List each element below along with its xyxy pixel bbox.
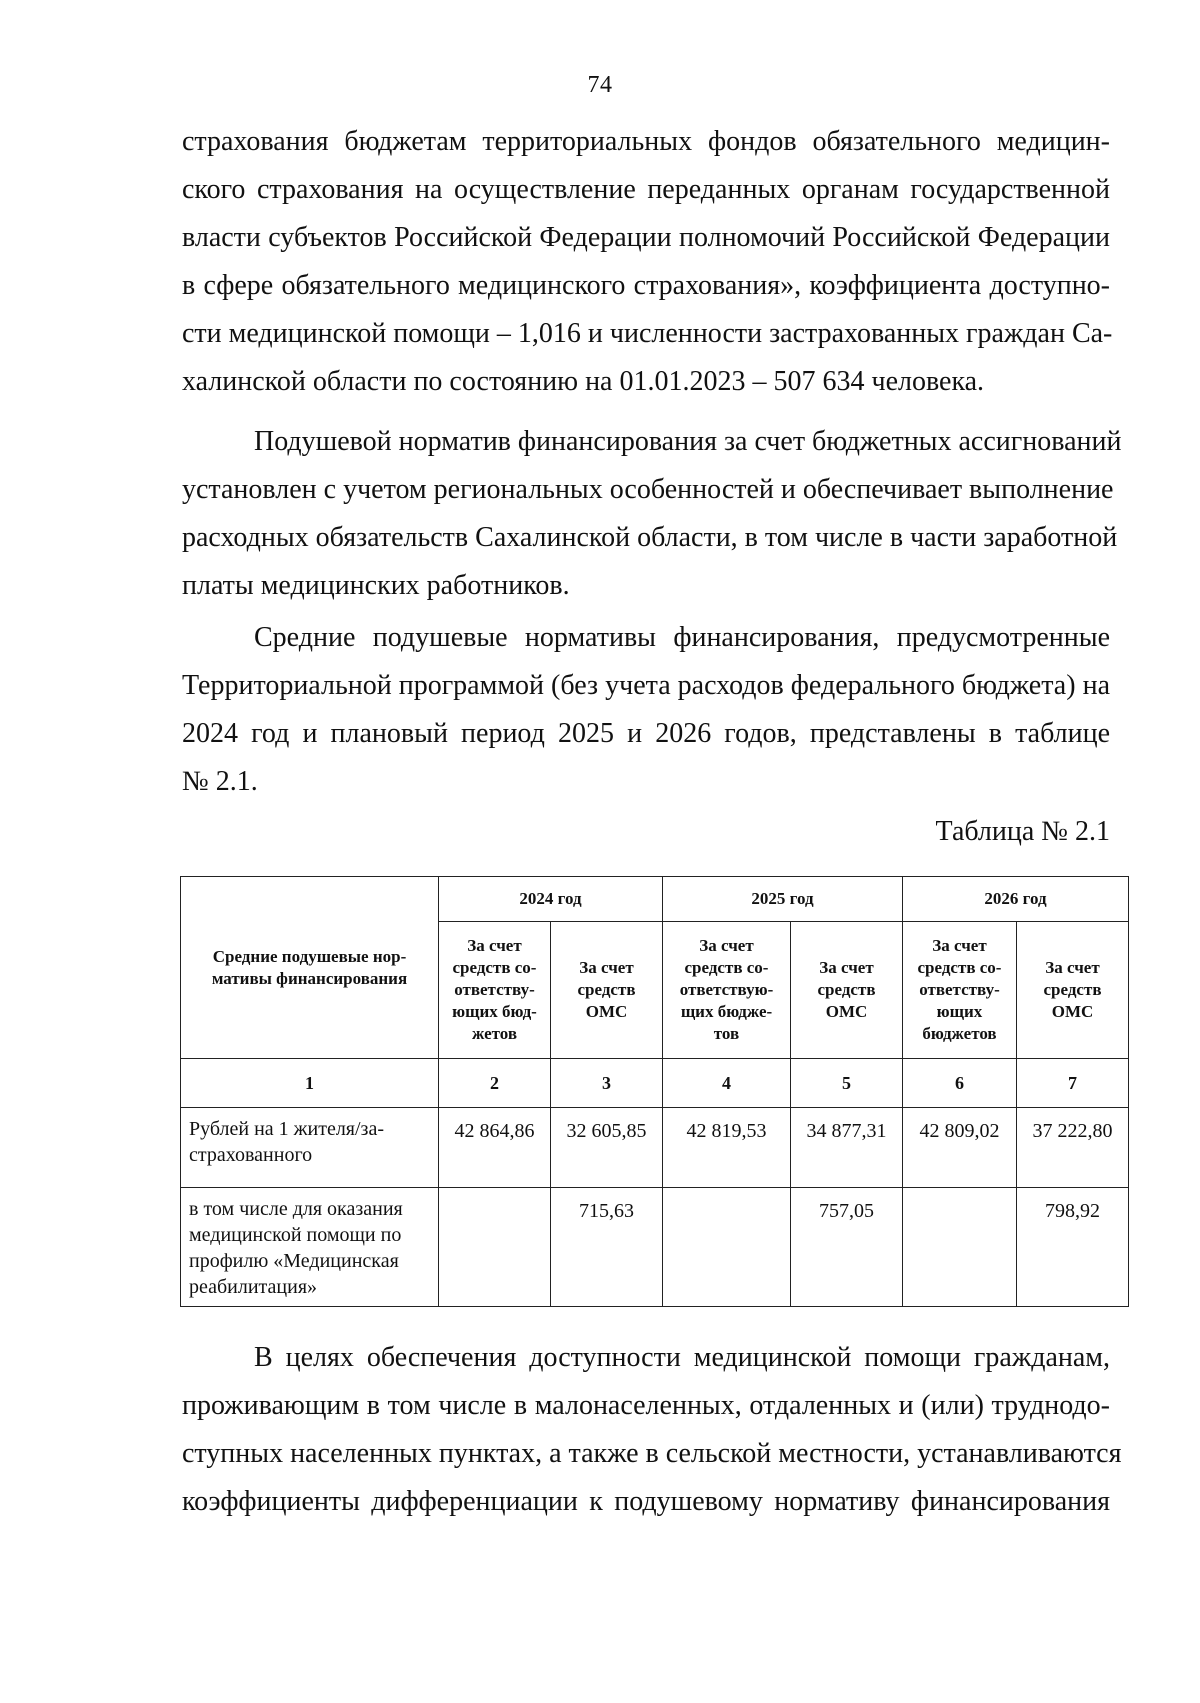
table-caption: Таблица № 2.1 — [935, 816, 1110, 847]
subheader-oms-2024: За счет средств ОМС — [551, 922, 663, 1059]
year-header-2026: 2026 год — [903, 877, 1129, 922]
paragraph-average-norms — [182, 614, 1110, 806]
row-label: Рублей на 1 жителя/за- страхованного — [181, 1108, 439, 1188]
column-number: 6 — [903, 1059, 1017, 1108]
paragraph-differentiation — [182, 1334, 1122, 1526]
page-number: 74 — [587, 72, 613, 98]
column-number: 5 — [791, 1059, 903, 1108]
column-number: 2 — [439, 1059, 551, 1108]
text-line: власти субъектов Российской Федерации полномочий Российской Федерации — [182, 222, 1110, 253]
table-cell: 34 877,31 — [791, 1108, 903, 1188]
text-line: коэффициенты дифференциации к подушевому нормативу финансирования — [182, 1486, 1110, 1517]
table-cell: 42 809,02 — [903, 1108, 1017, 1188]
text-line: халинской области по состоянию на 01.01.2023 – 507 634 человека. — [182, 366, 985, 397]
table-cell: 715,63 — [551, 1188, 663, 1307]
text-line: платы медицинских работников. — [182, 570, 570, 601]
table-cell — [903, 1188, 1017, 1307]
table-row — [181, 1108, 1129, 1188]
norms-table — [180, 876, 1129, 1307]
column-number: 4 — [663, 1059, 791, 1108]
paragraph-per-capita-norm — [182, 418, 1122, 610]
text-line: № 2.1. — [182, 766, 258, 797]
year-header-2025: 2025 год — [663, 877, 903, 922]
table-cell — [439, 1188, 551, 1307]
text-line: ского страхования на осуществление переданных органам государственной — [182, 174, 1110, 205]
paragraph-continuation — [182, 118, 1113, 406]
text-line: проживающим в том числе в малонаселенных, отдаленных и (или) труднодо- — [182, 1390, 1110, 1421]
text-line: расходных обязательств Сахалинской области, в том числе в части заработной — [182, 522, 1118, 553]
text-line: В целях обеспечения доступности медицинской помощи гражданам, — [254, 1342, 1110, 1373]
text-line: в сфере обязательного медицинского страхования», коэффициента доступно- — [182, 270, 1110, 301]
year-header-2024: 2024 год — [439, 877, 663, 922]
table-cell: 42 819,53 — [663, 1108, 791, 1188]
table-cell — [663, 1188, 791, 1307]
subheader-budget-2025: За счет средств со- ответствую- щих бюдже- тов — [663, 922, 791, 1059]
subheader-budget-2026: За счет средств со- ответству- ющих бюджетов — [903, 922, 1017, 1059]
table-cell: 798,92 — [1017, 1188, 1129, 1307]
table-row — [181, 1188, 1129, 1307]
table-cell: 32 605,85 — [551, 1108, 663, 1188]
text-line: сти медицинской помощи – 1,016 и численности застрахованных граждан Са- — [182, 318, 1113, 349]
table-cell: 42 864,86 — [439, 1108, 551, 1188]
subheader-oms-2026: За счет средств ОМС — [1017, 922, 1129, 1059]
column-number: 1 — [181, 1059, 439, 1108]
column-number: 3 — [551, 1059, 663, 1108]
table-cell: 37 222,80 — [1017, 1108, 1129, 1188]
text-line: 2024 год и плановый период 2025 и 2026 годов, представлены в таблице — [182, 718, 1110, 749]
text-line: страхования бюджетам территориальных фондов обязательного медицин- — [182, 126, 1110, 157]
subheader-oms-2025: За счет средств ОМС — [791, 922, 903, 1059]
row-label: в том числе для оказания медицинской помощи по профилю «Медицинская реабилитация» — [181, 1188, 439, 1307]
row-header-cell: Средние подушевые нор- мативы финансирования — [181, 877, 439, 1059]
text-line: Подушевой норматив финансирования за счет бюджетных ассигнований — [254, 426, 1122, 457]
column-number: 7 — [1017, 1059, 1129, 1108]
text-line: ступных населенных пунктах, а также в сельской местности, устанавливаются — [182, 1438, 1122, 1469]
text-line: установлен с учетом региональных особенностей и обеспечивает выполнение — [182, 474, 1114, 505]
table-cell: 757,05 — [791, 1188, 903, 1307]
text-line: Территориальной программой (без учета расходов федерального бюджета) на — [182, 670, 1110, 701]
subheader-budget-2024: За счет средств со- ответству- ющих бюд- жетов — [439, 922, 551, 1059]
text-line: Средние подушевые нормативы финансирования, предусмотренные — [254, 622, 1110, 653]
